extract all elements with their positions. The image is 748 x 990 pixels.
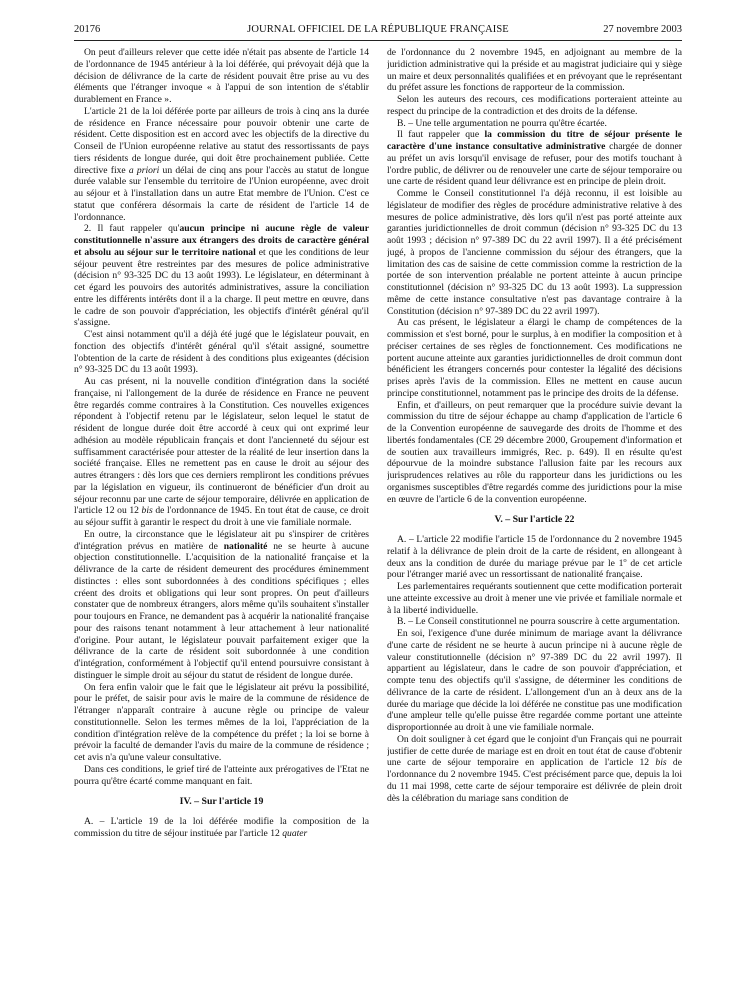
header-rule bbox=[74, 40, 682, 41]
section-heading: IV. – Sur l'article 19 bbox=[179, 796, 264, 808]
paragraph: Au cas présent, le législateur a élargi le champ de compétences de la commission et s'est borné, pour le surplus, à en modifier la composition et à préciser certaines de ses règles de fonctionnement. Ces modifications ne portent aucune atteinte aux garanties juridictionnelles de droit commun dont bénéficient les étrangers concernés pour contester la légalité des décisions prises après l'avis de la commission. Elles ne mettent en cause aucun principe constitutionnel, notamment pas le principe des droits de la défense. bbox=[387, 317, 682, 399]
paragraph: A. – L'article 22 modifie l'article 15 de l'ordonnance du 2 novembre 1945 relatif à la délivrance de plein droit de la carte de résident, en allongeant à deux ans la condition de durée du mariage prévue par le 1$^o$ de cet article pour l'étranger marié avec un ressortissant de nationalité française. bbox=[387, 534, 682, 581]
paragraph: En soi, l'exigence d'une durée minimum de mariage avant la délivrance d'une carte de résident ne se heurte à aucun principe ni à aucune règle de valeur constitutionnelle (décision n° 97-389 DC du 22 avril 1997). Il appartient au législateur, dans le cadre de son pouvoir d'appréciation, et compte tenu des objectifs qu'il s'assigne, de déterminer les conditions de délivrance de la carte de résident. L'allongement d'un an à deux ans de la durée du mariage que décide la loi déférée ne constitue pas une modification d'une ampleur telle qu'elle puisse être regardée comme portant une atteinte disproportionnée au droit à une vie familiale normale. bbox=[387, 628, 682, 733]
paragraph: de l'ordonnance du 2 novembre 1945, en adjoignant au membre de la juridiction administrative qui la préside et au magistrat judiciaire qui y siège un maire et deux personnalités qualifiées et en prévoyant que le représentant du préfet assure les fonctions de rapporteur de la commission. bbox=[387, 47, 682, 94]
paragraph: 2. Il faut rappeler qu'aucun principe ni aucune règle de valeur constitutionnelle n'assure aux étrangers des droits de caractère général et absolu au séjour sur le territoire national et que les conditions de leur séjour peuvent être restreintes par des mesures de police administrative (décision n° 93-325 DC du 13 août 1993). Le législateur, en déterminant à cet égard les pouvoirs des autorités administratives, assure la conciliation entre les différents intérêts dont il a la charge. Il peut mettre en œuvre, dans le cadre de son pouvoir d'appréciation, les objectifs d'intérêt général qu'il s'assigne. bbox=[74, 223, 369, 329]
left-column bbox=[74, 47, 369, 979]
paragraph: En outre, la circonstance que le législateur ait pu s'inspirer de critères d'intégration prévus en matière de nationalité ne se heurte à aucune objection constitutionnelle. L'acquisition de la nationalité française et la délivrance de la carte de résident demeurent des procédures éminemment distinctes : elles sont subordonnées à des conditions spécifiques ; elles créent des droits et obligations qui leur sont propres. On peut d'ailleurs constater que de nombreux étrangers, alors même qu'ils souhaitent s'installer pour toujours en France, ne demandent pas à acquérir la nationalité française pour des raisons tenant notamment à leur attachement à leur nationalité d'origine. Pour autant, le législateur pouvait parfaitement exiger que la délivrance de la carte de résident soit subordonnée à une condition d'intégration, conformément à l'objectif qu'il entend poursuivre consistant à distinguer le simple droit au séjour du statut de résident de longue durée. bbox=[74, 528, 369, 681]
paragraph: Au cas présent, ni la nouvelle condition d'intégration dans la société française, ni l'allongement de la durée de résidence en France ne peuvent être regardés comme contraires à la Constitution. Ces nouvelles exigences répondent à l'objectif retenu par le législateur, selon lequel le statut de résident de longue durée doit être accordé à ceux qui ont exprimé leur adhésion au modèle républicain français et dont l'ancienneté du séjour est suffisamment caractérisée pour attester de la réalité de leur insertion dans la société française. Elles ne remettent pas en cause le droit au séjour des autres étrangers : dès lors que ces derniers rempliront les conditions prévues par la législation en vigueur, ils continueront de bénéficier d'un droit au séjour reconnu par une carte de séjour temporaire, délivrée en application de l'article 12 ou 12 bis de l'ordonnance de 1945. En tout état de cause, ce droit au séjour suffit à garantir le respect du droit à une vie familiale normale. bbox=[74, 376, 369, 528]
paragraph: Les parlementaires requérants soutiennent que cette modification porterait une atteinte excessive au droit à mener une vie privée et familiale normale et à la liberté individuelle. bbox=[387, 581, 682, 616]
paragraph: On doit souligner à cet égard que le conjoint d'un Français qui ne pourrait justifier de cette durée de mariage est en droit en tout état de cause d'obtenir une carte de séjour temporaire en application de l'article 12 bis de l'ordonnance du 2 novembre 1945. C'est précisément parce que, depuis la loi du 11 mai 1998, cette carte de séjour temporaire est délivrée de plein droit dès la célébration du mariage sans condition de bbox=[387, 733, 682, 804]
paragraph: L'article 21 de la loi déférée porte par ailleurs de trois à cinq ans la durée de résidence en France nécessaire pour pouvoir obtenir une carte de résident. Cette disposition est en accord avec les objectifs de la directive du Conseil de l'Union européenne relative au statut des ressortissants de pays tiers résidents de longue durée, qui doit être prochainement publiée. Cette directive fixe a priori un délai de cinq ans pour l'accès au statut de longue durée valable sur l'ensemble du territoire de l'Union européenne, avec droit au séjour et à l'installation dans un autre Etat membre de l'Union. C'est ce statut que conférera désormais la carte de résident de l'article 14 de l'ordonnance. bbox=[74, 105, 369, 223]
paragraph: A. – L'article 19 de la loi déférée modifie la composition de la commission du titre de séjour instituée par l'article 12 quater bbox=[74, 816, 369, 839]
paragraph: On fera enfin valoir que le fait que le législateur ait prévu la possibilité, pour le préfet, de saisir pour avis le maire de la commune de résidence de l'étranger n'apparaît contraire à aucune règle ou principe de valeur constitutionnelle. Selon les termes mêmes de la loi, l'appréciation de la condition d'intégration relève de la compétence du préfet ; la loi se borne à prévoir la faculté de demander l'avis du maire de la commune de résidence ; cet avis n'a qu'une valeur consultative. bbox=[74, 681, 369, 763]
paragraph: B. – Le Conseil constitutionnel ne pourra souscrire à cette argumentation. bbox=[397, 616, 680, 628]
emphasis: nationalité bbox=[223, 540, 268, 552]
page-number: 20176 bbox=[74, 24, 101, 35]
paragraph: Enfin, et d'ailleurs, on peut remarquer que la procédure suivie devant la commission du titre de séjour échappe au champ d'application de l'article 6 de la Convention européenne de sauvegarde des droits de l'homme et des libertés fondamentales (CE 29 décembre 2000, Groupement d'information et de soutien aux travailleurs immigrés, Rec. p. 649). Il en résulte qu'est dépourvue de la moindre substance l'allusion faite par les recours aux jurisprudences relatives au rôle du rapporteur dans les juridictions ou les organismes susceptibles d'être regardés comme des juridictions pour la mise en œuvre de l'article 6 de la convention européenne. bbox=[387, 399, 682, 505]
paragraph: B. – Une telle argumentation ne pourra qu'être écartée. bbox=[397, 117, 607, 129]
right-column bbox=[387, 47, 682, 979]
publication-date: 27 novembre 2003 bbox=[603, 24, 682, 35]
emphasis: aucun principe ni aucune règle de valeur constitutionnelle n'assure aux étrangers des droits de caractère général et absolu au séjour sur le territoire national bbox=[74, 223, 369, 258]
paragraph: Selon les auteurs des recours, ces modifications porteraient atteinte au respect du principe de la contradiction et des droits de la défense. bbox=[387, 94, 682, 117]
paragraph: Il faut rappeler que la commission du titre de séjour présente le caractère d'une instance consultative administrative chargée de donner au préfet un avis lorsqu'il envisage de refuser, pour des motifs touchant à l'ordre public, de délivrer ou de renouveler une carte de séjour temporaire ou une carte de résident quand leur délivrance est en principe de plein droit. bbox=[387, 129, 682, 188]
paragraph: Comme le Conseil constitutionnel l'a déjà reconnu, il est loisible au législateur de modifier des règles de procédure administrative relative à des mesures de police administrative, dès lors qu'il n'est pas porté atteinte aux garanties juridictionnelles de droit commun (décision n° 93-325 DC du 13 août 1993 ; décision n° 97-389 DC du 22 avril 1997). Il a été précisément jugé, à propos de l'ancienne commission du séjour des étrangers, que la limitation des cas de saisine de cette commission comme la restriction de la portée de son intervention préalable ne portent atteinte à aucun principe constitutionnel (décision n° 93-325 DC du 13 août 1993). La suppression même de cette instance consultative n'est pas davantage contraire à la Constitution (décision n° 97-389 DC du 22 avril 1997). bbox=[387, 188, 682, 317]
paragraph: On peut d'ailleurs relever que cette idée n'était pas absente de l'article 14 de l'ordonnance de 1945 antérieur à la loi déférée, qui prévoyait déjà que la décision de délivrance de la carte de résident pouvait être prise au vu des éléments que l'étranger invoque « à l'appui de son intention de s'établir durablement en France ». bbox=[74, 47, 369, 105]
page-header bbox=[74, 22, 682, 38]
section-heading: V. – Sur l'article 22 bbox=[494, 514, 575, 526]
paragraph: C'est ainsi notamment qu'il a déjà été jugé que le législateur pouvait, en fonction des objectifs d'intérêt général qu'il s'était assigné, soumettre l'obtention de la carte de résident à des conditions plus exigeantes (décision n° 93-325 DC du 13 août 1993). bbox=[74, 329, 369, 376]
paragraph: Dans ces conditions, le grief tiré de l'atteinte aux prérogatives de l'Etat ne pourra qu'être écarté comme manquant en fait. bbox=[74, 763, 369, 787]
emphasis: la commission du titre de séjour présente le caractère d'une instance consultative administrative bbox=[387, 129, 682, 152]
journal-title: JOURNAL OFFICIEL DE LA RÉPUBLIQUE FRANÇAISE bbox=[247, 24, 509, 35]
